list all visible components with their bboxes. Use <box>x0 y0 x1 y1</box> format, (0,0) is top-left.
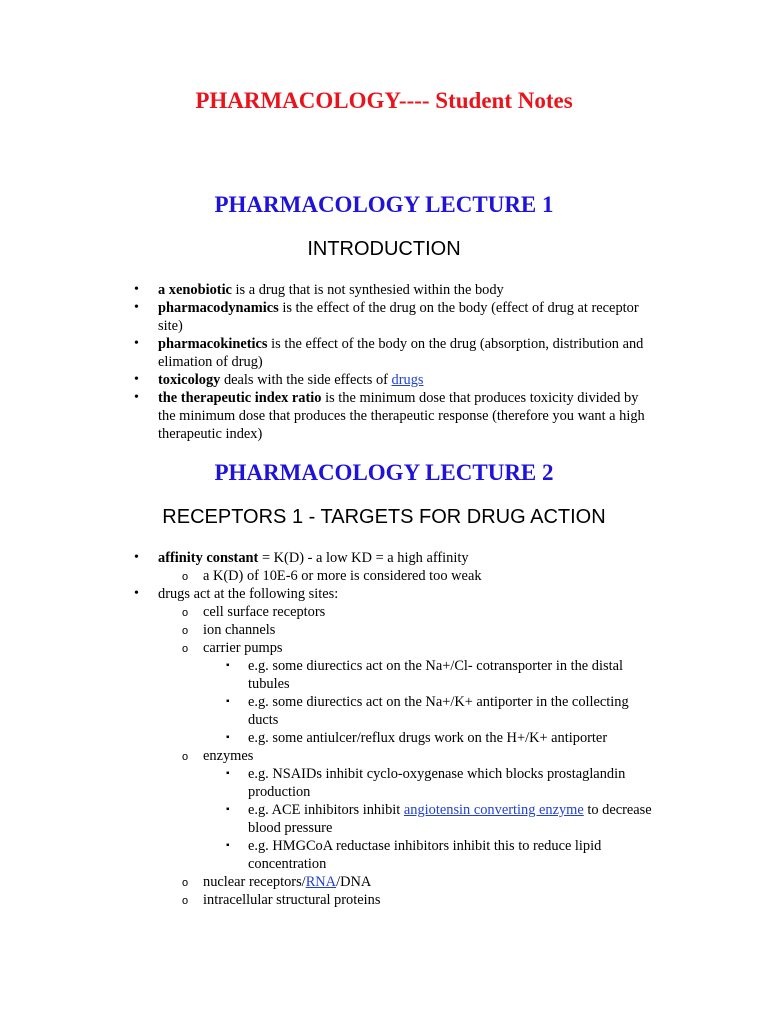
ace-text: e.g. ACE inhibitors inhibit <box>248 802 404 818</box>
sublist-item: o ion channels <box>203 621 658 639</box>
definition: deals with the side effects of <box>220 372 392 388</box>
list-item <box>158 335 658 371</box>
document-title: PHARMACOLOGY---- Student Notes <box>195 88 573 113</box>
sublist <box>203 567 658 585</box>
sites-text: drugs act at the following sites: <box>158 586 339 602</box>
lecture2-list <box>158 549 658 909</box>
list-item <box>158 281 658 299</box>
definition: = K(D) - a low KD = a high affinity <box>258 550 469 566</box>
lecture2-heading: PHARMACOLOGY LECTURE 2 <box>214 460 554 485</box>
sublist-item <box>203 639 658 747</box>
term: affinity constant <box>158 550 259 566</box>
nuclear-text-post: /DNA <box>336 874 372 890</box>
term: the therapeutic index ratio <box>158 390 322 406</box>
definition: is the effect of the body on the drug (absorption, distribution and elimation of drug) <box>158 336 644 370</box>
definition: is the effect of the drug on the body (effect of drug at receptor site) <box>158 300 639 334</box>
term: toxicology <box>158 372 221 388</box>
angiotensin-link[interactable]: angiotensin converting enzyme <box>403 802 584 818</box>
term: pharmacokinetics <box>158 336 268 352</box>
rna-link[interactable]: RNA <box>305 874 337 890</box>
carrier-pumps-list <box>248 657 658 747</box>
sites-sublist <box>203 603 658 909</box>
sublist-item: o cell surface receptors <box>203 603 658 621</box>
subsublist-item: ▪ e.g. some antiulcer/reflux drugs work on the H+/K+ antiporter <box>248 729 658 747</box>
list-item <box>158 585 658 909</box>
lecture1-list <box>158 281 658 443</box>
carrier-pumps-label: carrier pumps <box>203 640 283 656</box>
subsublist-item: ▪ e.g. some diurectics act on the Na+/Cl- cotransporter in the distal tubules <box>248 657 658 693</box>
sublist-item: o intracellular structural proteins <box>203 891 658 909</box>
list-item <box>158 299 658 335</box>
drugs-link[interactable]: drugs <box>391 372 424 388</box>
lecture2-subheading: RECEPTORS 1 - TARGETS FOR DRUG ACTION <box>162 506 606 528</box>
ace-text-post: to decrease blood pressure <box>248 802 652 836</box>
subsublist-item: ▪ e.g. NSAIDs inhibit cyclo-oxygenase which blocks prostaglandin production <box>248 765 658 801</box>
lecture1-subheading: INTRODUCTION <box>307 238 461 260</box>
list-item <box>158 371 658 389</box>
definition: is the minimum dose that produces toxicity divided by the minimum dose that produces the therapeutic response (therefore you want a high therapeutic index) <box>158 390 645 442</box>
sublist-item <box>203 873 658 891</box>
definition: is a drug that is not synthesied within the body <box>231 282 504 298</box>
term: a xenobiotic <box>158 282 232 298</box>
sublist-item: o a K(D) of 10E-6 or more is considered too weak <box>203 567 658 585</box>
subsublist-item <box>248 801 658 837</box>
enzymes-list <box>248 765 658 873</box>
term: pharmacodynamics <box>158 300 279 316</box>
subsublist-item: ▪ e.g. HMGCoA reductase inhibitors inhibit this to reduce lipid concentration <box>248 837 658 873</box>
nuclear-text: nuclear receptors/ <box>203 874 306 890</box>
lecture1-heading: PHARMACOLOGY LECTURE 1 <box>214 192 554 217</box>
sublist-item <box>203 747 658 873</box>
list-item <box>158 549 658 585</box>
subsublist-item: ▪ e.g. some diurectics act on the Na+/K+ antiporter in the collecting ducts <box>248 693 658 729</box>
list-item <box>158 389 658 443</box>
enzymes-label: enzymes <box>203 748 254 764</box>
